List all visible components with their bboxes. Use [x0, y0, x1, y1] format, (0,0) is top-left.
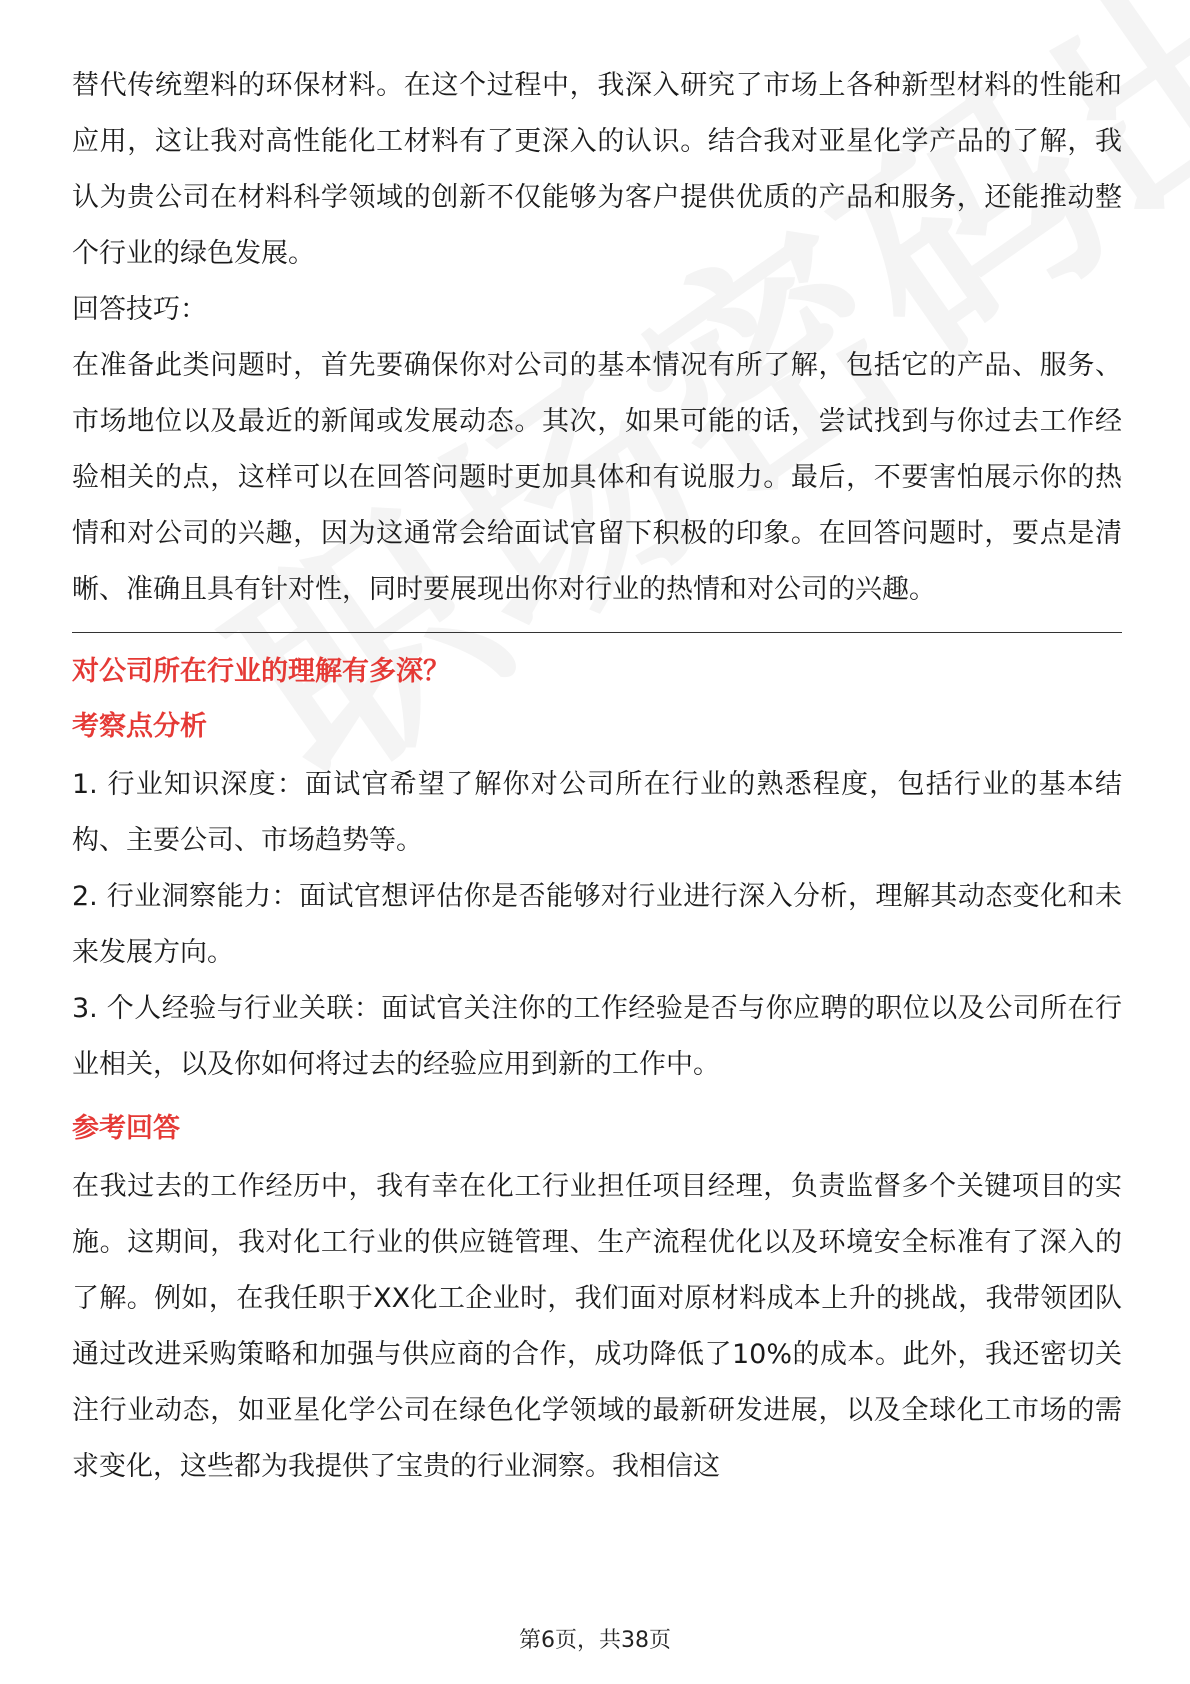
question-heading: 对公司所在行业的理解有多深？ — [72, 656, 450, 687]
analysis-item: 3. 个人经验与行业关联：面试官关注你的工作经验是否与你应聘的职位以及公司所在行业相关，以及你如何将过去的经验应用到新的工作中。 — [72, 993, 1122, 1080]
intro-paragraph: 替代传统塑料的环保材料。在这个过程中，我深入研究了市场上各种新型材料的性能和应用，这让我对高性能化工材料有了更深入的认识。结合我对亚星化学产品的了解，我认为贵公司在材料科学领域的创新不仅能够为客户提供优质的产品和服务，还能推动整个行业的绿色发展。 — [72, 70, 1122, 269]
analysis-item: 1. 行业知识深度：面试官希望了解你对公司所在行业的熟悉程度，包括行业的基本结构、主要公司、市场趋势等。 — [72, 769, 1122, 856]
section-divider — [72, 632, 1122, 633]
page-footer: 第6页，共38页 — [519, 1628, 671, 1653]
tips-paragraph: 在准备此类问题时，首先要确保你对公司的基本情况有所了解，包括它的产品、服务、市场地位以及最近的新闻或发展动态。其次，如果可能的话，尝试找到与你过去工作经验相关的点，这样可以在回答问题时更加具体和有说服力。最后，不要害怕展示你的热情和对公司的兴趣，因为这通常会给面试官留下积极的印象。在回答问题时，要点是清晰、准确且具有针对性，同时要展现出你对行业的热情和对公司的兴趣。 — [72, 350, 1122, 605]
tips-label: 回答技巧： — [72, 294, 207, 325]
page-content — [72, 58, 1122, 1495]
reference-paragraph: 在我过去的工作经历中，我有幸在化工行业担任项目经理，负责监督多个关键项目的实施。这期间，我对化工行业的供应链管理、生产流程优化以及环境安全标准有了深入的了解。例如，在我任职于XX化工企业时，我们面对原材料成本上升的挑战，我带领团队通过改进采购策略和加强与供应商的合作，成功降低了10%的成本。此外，我还密切关注行业动态，如亚星化学公司在绿色化学领域的最新研发进展，以及全球化工市场的需求变化，这些都为我提供了宝贵的行业洞察。我相信这 — [72, 1171, 1122, 1482]
reference-heading: 参考回答 — [72, 1113, 180, 1144]
analysis-heading: 考察点分析 — [72, 711, 207, 742]
analysis-item: 2. 行业洞察能力：面试官想评估你是否能够对行业进行深入分析，理解其动态变化和未来发展方向。 — [72, 881, 1122, 968]
